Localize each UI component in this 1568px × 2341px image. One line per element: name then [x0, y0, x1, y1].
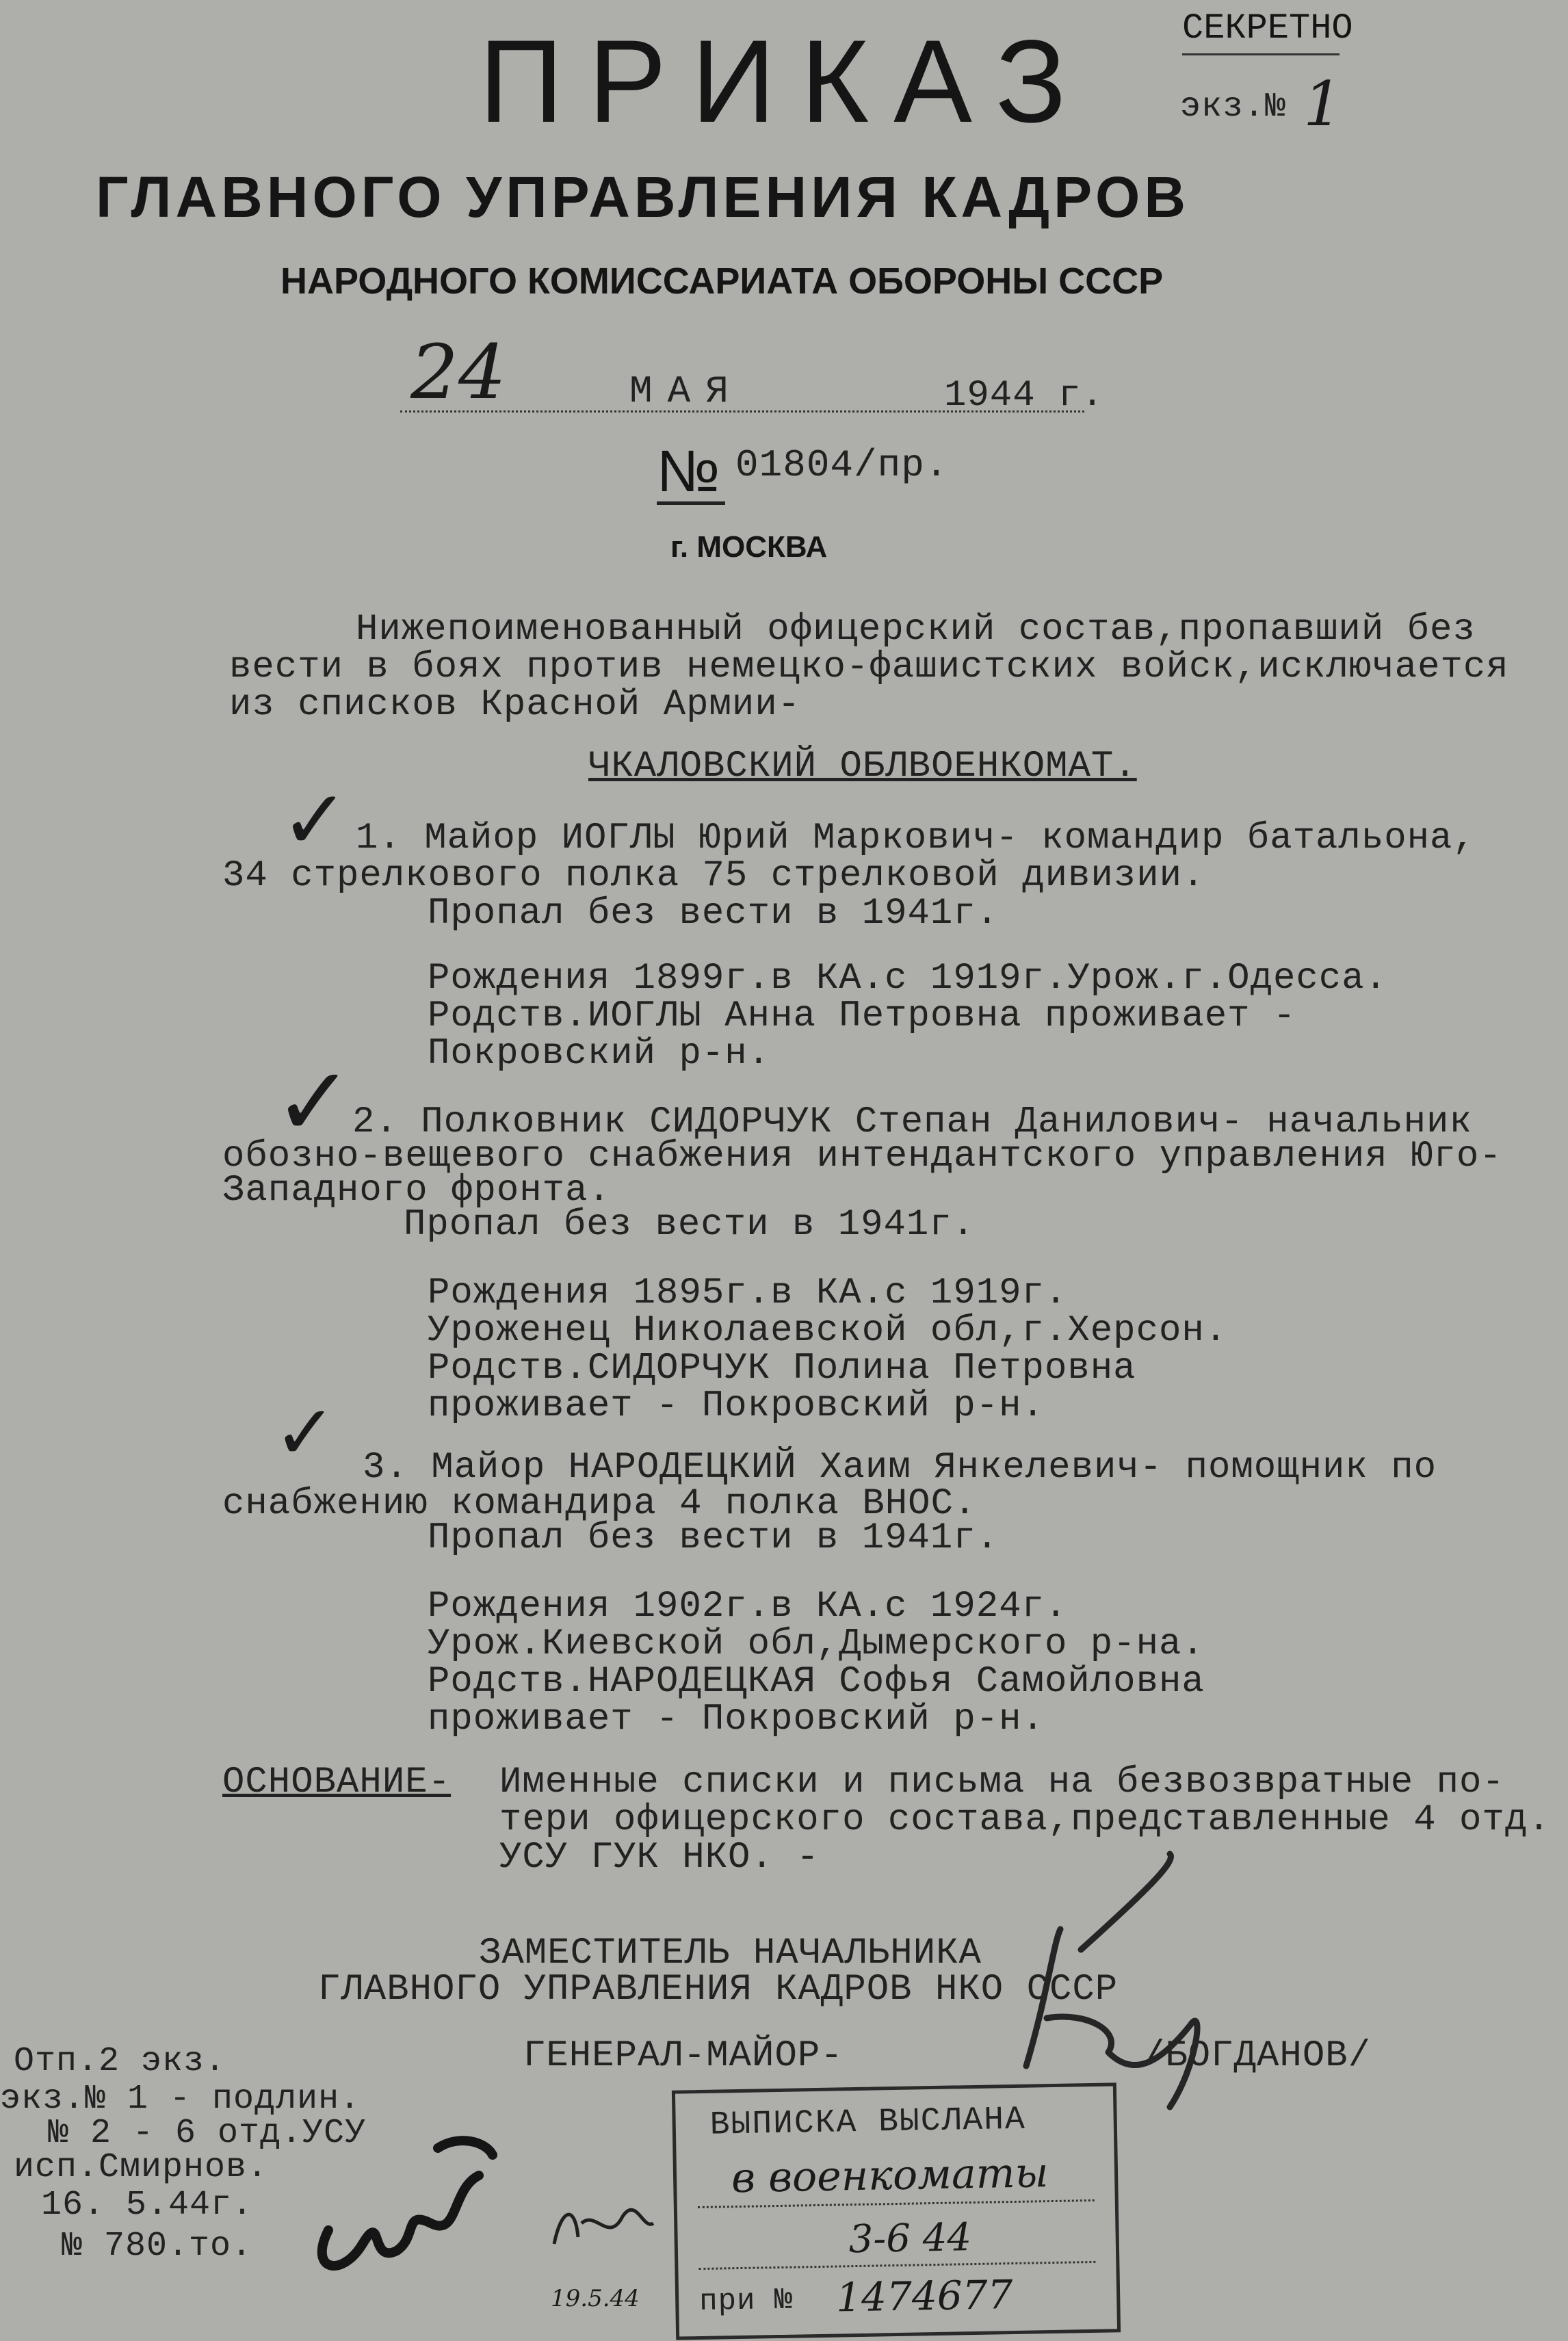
date-day: 24: [410, 328, 506, 416]
order-number-sign: №: [657, 439, 720, 504]
item3-line-1: 3. Майор НАРОДЕЦКИЙ Хаим Янкелевич- помощник по: [363, 1447, 1437, 1489]
footer-line-2: экз.№ 1 - подлин.: [0, 2080, 361, 2119]
signatory-rank: ГЕНЕРАЛ-МАЙОР-: [523, 2035, 844, 2077]
item3-detail-4: проживает - Покровский р-н.: [428, 1699, 1045, 1740]
item3-detail-1: Рождения 1902г.в КА.с 1924г.: [428, 1586, 1068, 1627]
signatory-title-1: ЗАМЕСТИТЕЛЬ НАЧАЛЬНИКА: [479, 1933, 982, 1974]
footer-line-5: 16. 5.44г.: [41, 2186, 254, 2225]
dispatch-stamp: [672, 2082, 1121, 2340]
handwritten-date: 19.5.44: [551, 2285, 640, 2312]
item2-line-1: 2. Полковник СИДОРЧУК Степан Данилович- начальник: [352, 1101, 1472, 1143]
copy-number: 1: [1303, 68, 1343, 140]
city: г. МОСКВА: [670, 530, 828, 564]
item1-line-1: 1. Майор ИОГЛЫ Юрий Маркович- командир батальона,: [356, 818, 1476, 859]
intro-line-1: Нижепоименованный офицерский состав,пропавший без: [356, 609, 1476, 651]
item1-detail-1: Рождения 1899г.в КА.с 1919г.Урож.г.Одесса.: [428, 958, 1388, 999]
basis-line-1: Именные списки и письма на безвозвратные по-: [499, 1762, 1505, 1803]
item3-detail-2: Урож.Киевской обл,Дымерского р-на.: [428, 1623, 1205, 1665]
item2-detail-1: Рождения 1895г.в КА.с 1919г.: [428, 1272, 1068, 1314]
item2-detail-3: Родств.СИДОРЧУК Полина Петровна: [428, 1348, 1136, 1389]
document-title: ПРИКАЗ: [479, 16, 1091, 147]
stamp-title: ВЫПИСКА ВЫСЛАНА: [709, 2101, 1027, 2144]
classification-label: СЕКРЕТНО: [1182, 8, 1353, 49]
basis-line-3: УСУ ГУК НКО. -: [499, 1837, 820, 1879]
checkmark-1: ✓: [280, 773, 350, 868]
handwritten-note-mark: [540, 2182, 664, 2264]
item2-detail-2: Уроженец Николаевской обл,г.Херсон.: [428, 1310, 1228, 1352]
organization-name: НАРОДНОГО КОМИССАРИАТА ОБОРОНЫ СССР: [280, 261, 1164, 302]
checkmark-2: ✓: [274, 1047, 354, 1158]
stamp-date: 3-6 44: [848, 2215, 972, 2262]
item3-line-3: Пропал без вести в 1941г.: [428, 1517, 999, 1559]
classification-underline: [1182, 53, 1340, 55]
item2-line-2: обозно-вещевого снабжения интендантского управления Юго-: [222, 1136, 1502, 1177]
stamp-handwritten-destination: в военкоматы: [731, 2149, 1049, 2203]
item1-detail-3: Покровский р-н.: [428, 1033, 771, 1075]
footer-line-3: № 2 - 6 отд.УСУ: [48, 2114, 367, 2153]
copy-label: экз.№: [1180, 88, 1287, 127]
number-sign-underline: [657, 501, 725, 505]
item3-detail-3: Родств.НАРОДЕЦКАЯ Софья Самойловна: [428, 1661, 1205, 1703]
date-year: 1944 г.: [944, 375, 1104, 417]
item1-line-2: 34 стрелкового полка 75 стрелковой дивизии.: [222, 855, 1205, 897]
item2-detail-4: проживает - Покровский р-н.: [428, 1385, 1045, 1427]
footer-line-1: Отп.2 экз.: [14, 2042, 226, 2081]
checkmark-3: ✓: [274, 1389, 337, 1476]
item2-line-3: Западного фронта.: [222, 1170, 611, 1212]
stamp-number: 1474677: [835, 2271, 1014, 2321]
footer-line-6: № 780.то.: [62, 2227, 253, 2266]
handwritten-initials: [301, 2107, 506, 2285]
item1-line-3: Пропал без вести в 1941г.: [428, 893, 999, 934]
signatory-name: /БОГДАНОВ/: [1142, 2035, 1372, 2077]
stamp-dotted-line-2: [698, 2261, 1095, 2270]
stamp-number-prefix: при №: [698, 2283, 794, 2320]
section-heading: ЧКАЛОВСКИЙ ОБЛВОЕНКОМАТ.: [588, 746, 1137, 787]
item2-line-4: Пропал без вести в 1941г.: [404, 1204, 976, 1246]
date-month: МАЯ: [629, 369, 744, 413]
item3-line-2: снабжению командира 4 полка ВНОС.: [222, 1483, 977, 1525]
footer-line-4: исп.Смирнов.: [14, 2148, 269, 2187]
signatory-title-2: ГЛАВНОГО УПРАВЛЕНИЯ КАДРОВ НКО СССР: [318, 1969, 1119, 2011]
intro-line-2: вести в боях против немецко-фашистских войск,исключается: [229, 646, 1509, 688]
document-subtitle: ГЛАВНОГО УПРАВЛЕНИЯ КАДРОВ: [96, 165, 1190, 229]
basis-label: ОСНОВАНИЕ-: [222, 1762, 452, 1803]
intro-line-3: из списков Красной Армии-: [229, 684, 801, 726]
item1-detail-2: Родств.ИОГЛЫ Анна Петровна проживает -: [428, 995, 1296, 1037]
order-number: 01804/пр.: [735, 443, 949, 487]
basis-line-2: тери офицерского состава,представленные 4 отд.: [499, 1799, 1551, 1841]
